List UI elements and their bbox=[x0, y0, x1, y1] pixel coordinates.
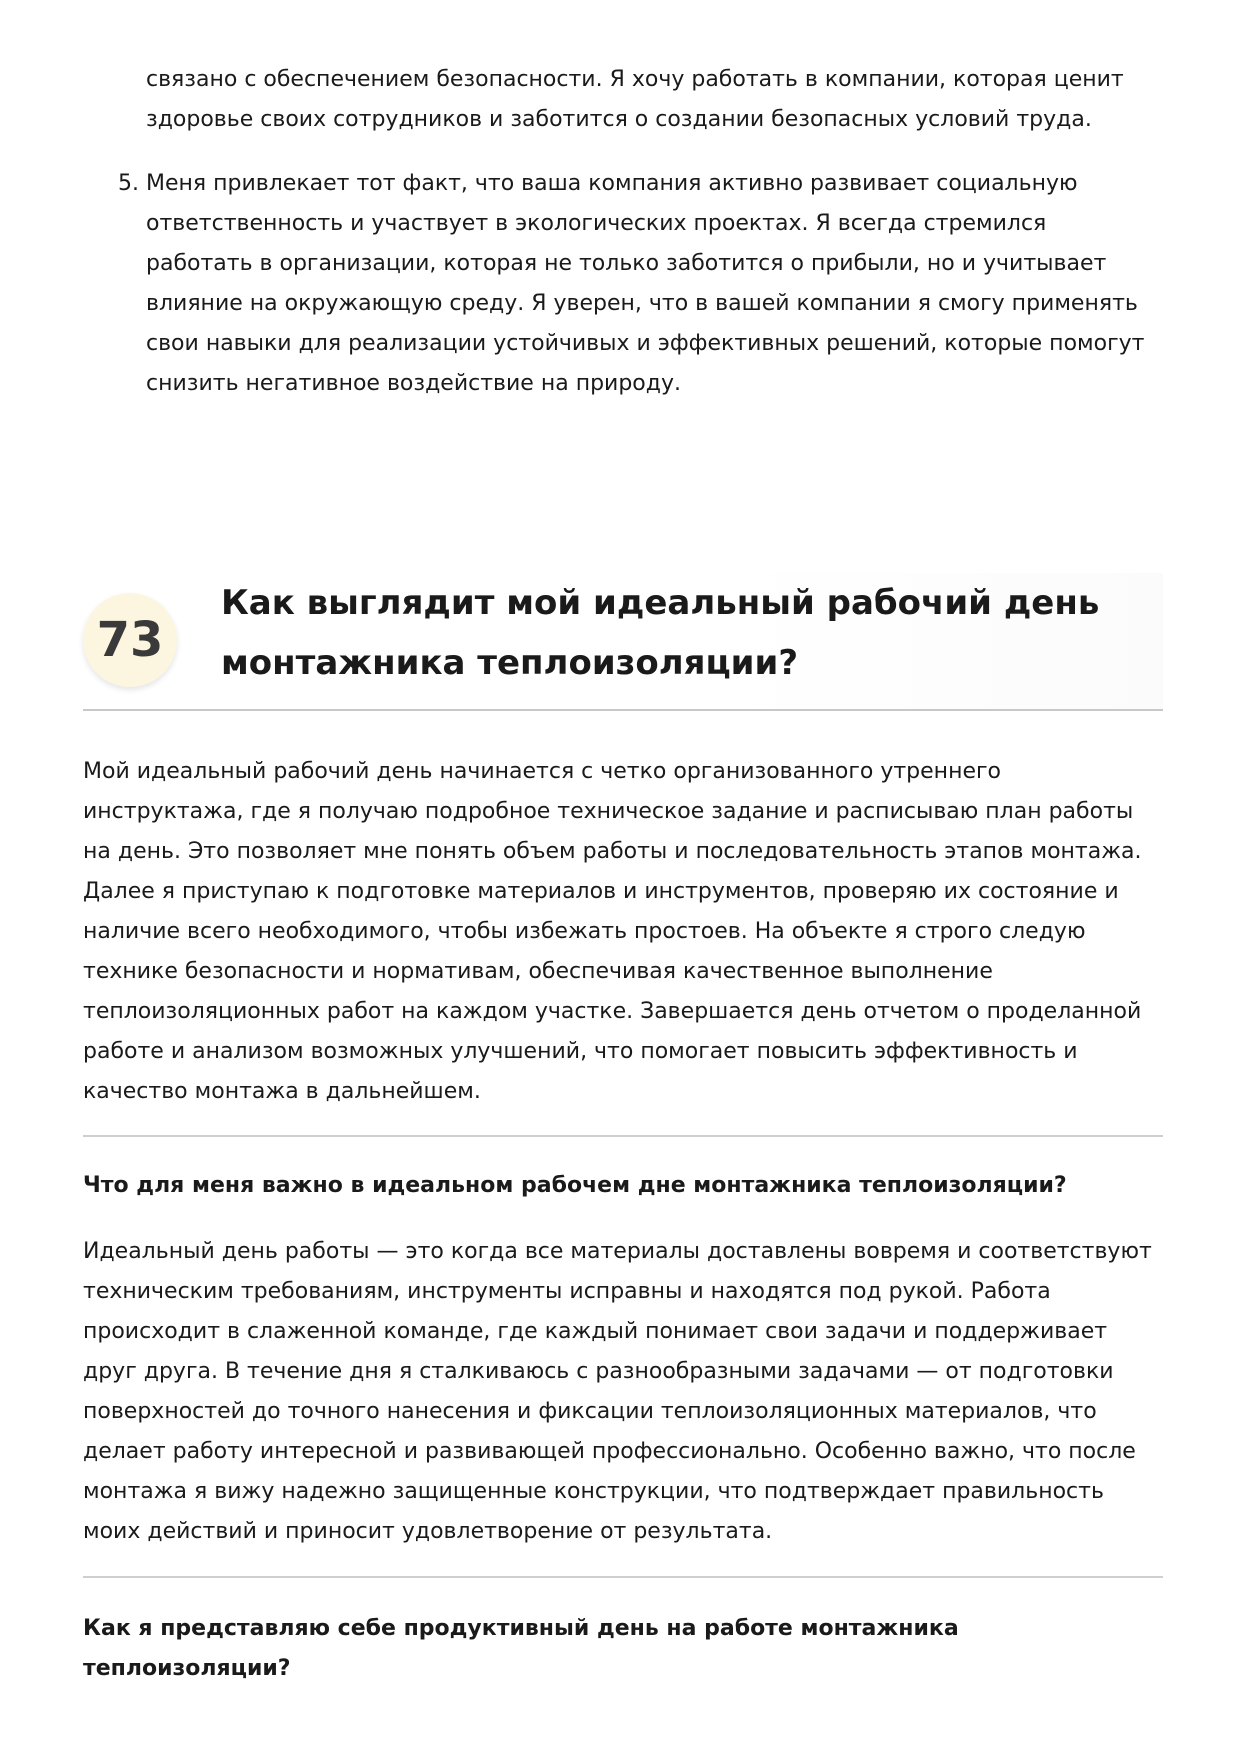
list-item-5 bbox=[118, 164, 1146, 404]
list-item-4-continuation: связано с обеспечением безопасности. Я хочу работать в компании, которая ценит здоровье своих сотрудников и заботится о создании безопасных условий труда. bbox=[146, 67, 1124, 132]
list-item-number: 5. bbox=[118, 171, 139, 196]
list-item-text: Меня привлекает тот факт, что ваша компания активно развивает социальную ответственность и участвует в экологических проектах. Я всегда стремился работать в организации, которая не только заботится о прибыли, но и учитывает влияние на окружающую среду. Я уверен, что в вашей компании я смогу применять свои навыки для реализации устойчивых и эффективных решений, которые помогут снизить негативное воздействие на природу. bbox=[146, 171, 1145, 396]
subheading-important: Что для меня важно в идеальном рабочем дне монтажника теплоизоляции? bbox=[83, 1173, 1067, 1198]
divider bbox=[83, 1135, 1163, 1137]
document-page bbox=[83, 0, 1163, 1681]
subheading-productive-day: Как я представляю себе продуктивный день на работе монтажника теплоизоляции? bbox=[83, 1616, 959, 1681]
paragraph-ideal-day: Идеальный день работы — это когда все материалы доставлены вовремя и соответствуют техническим требованиям, инструменты исправны и находятся под рукой. Работа происходит в слаженной команде, где каждый понимает свои задачи и поддерживает друг друга. В течение дня я сталкиваюсь с разнообразными задачами — от подготовки поверхностей до точного нанесения и фиксации теплоизоляционных материалов, что делает работу интересной и развивающей профессионально. Особенно важно, что после монтажа я вижу надежно защищенные конструкции, что подтверждает правильность моих действий и приносит удовлетворение от результата. bbox=[83, 1239, 1152, 1544]
section-title: Как выглядит мой идеальный рабочий день монтажника теплоизоляции? bbox=[221, 583, 1100, 683]
intro-paragraph: Мой идеальный рабочий день начинается с четко организованного утреннего инструктажа, где я получаю подробное техническое задание и расписываю план работы на день. Это позволяет мне понять объем работы и последовательность этапов монтажа. Далее я приступаю к подготовке материалов и инструментов, проверяю их состояние и наличие всего необходимого, чтобы избежать простоев. На объекте я строго следую технике безопасности и нормативам, обеспечивая качественное выполнение теплоизоляционных работ на каждом участке. Завершается день отчетом о проделанной работе и анализом возможных улучшений, что помогает повысить эффективность и качество монтажа в дальнейшем. bbox=[83, 759, 1142, 1104]
divider bbox=[83, 1576, 1163, 1578]
numbered-list bbox=[83, 60, 1163, 404]
section-header bbox=[83, 573, 1163, 711]
section-number-badge: 73 bbox=[83, 593, 177, 687]
